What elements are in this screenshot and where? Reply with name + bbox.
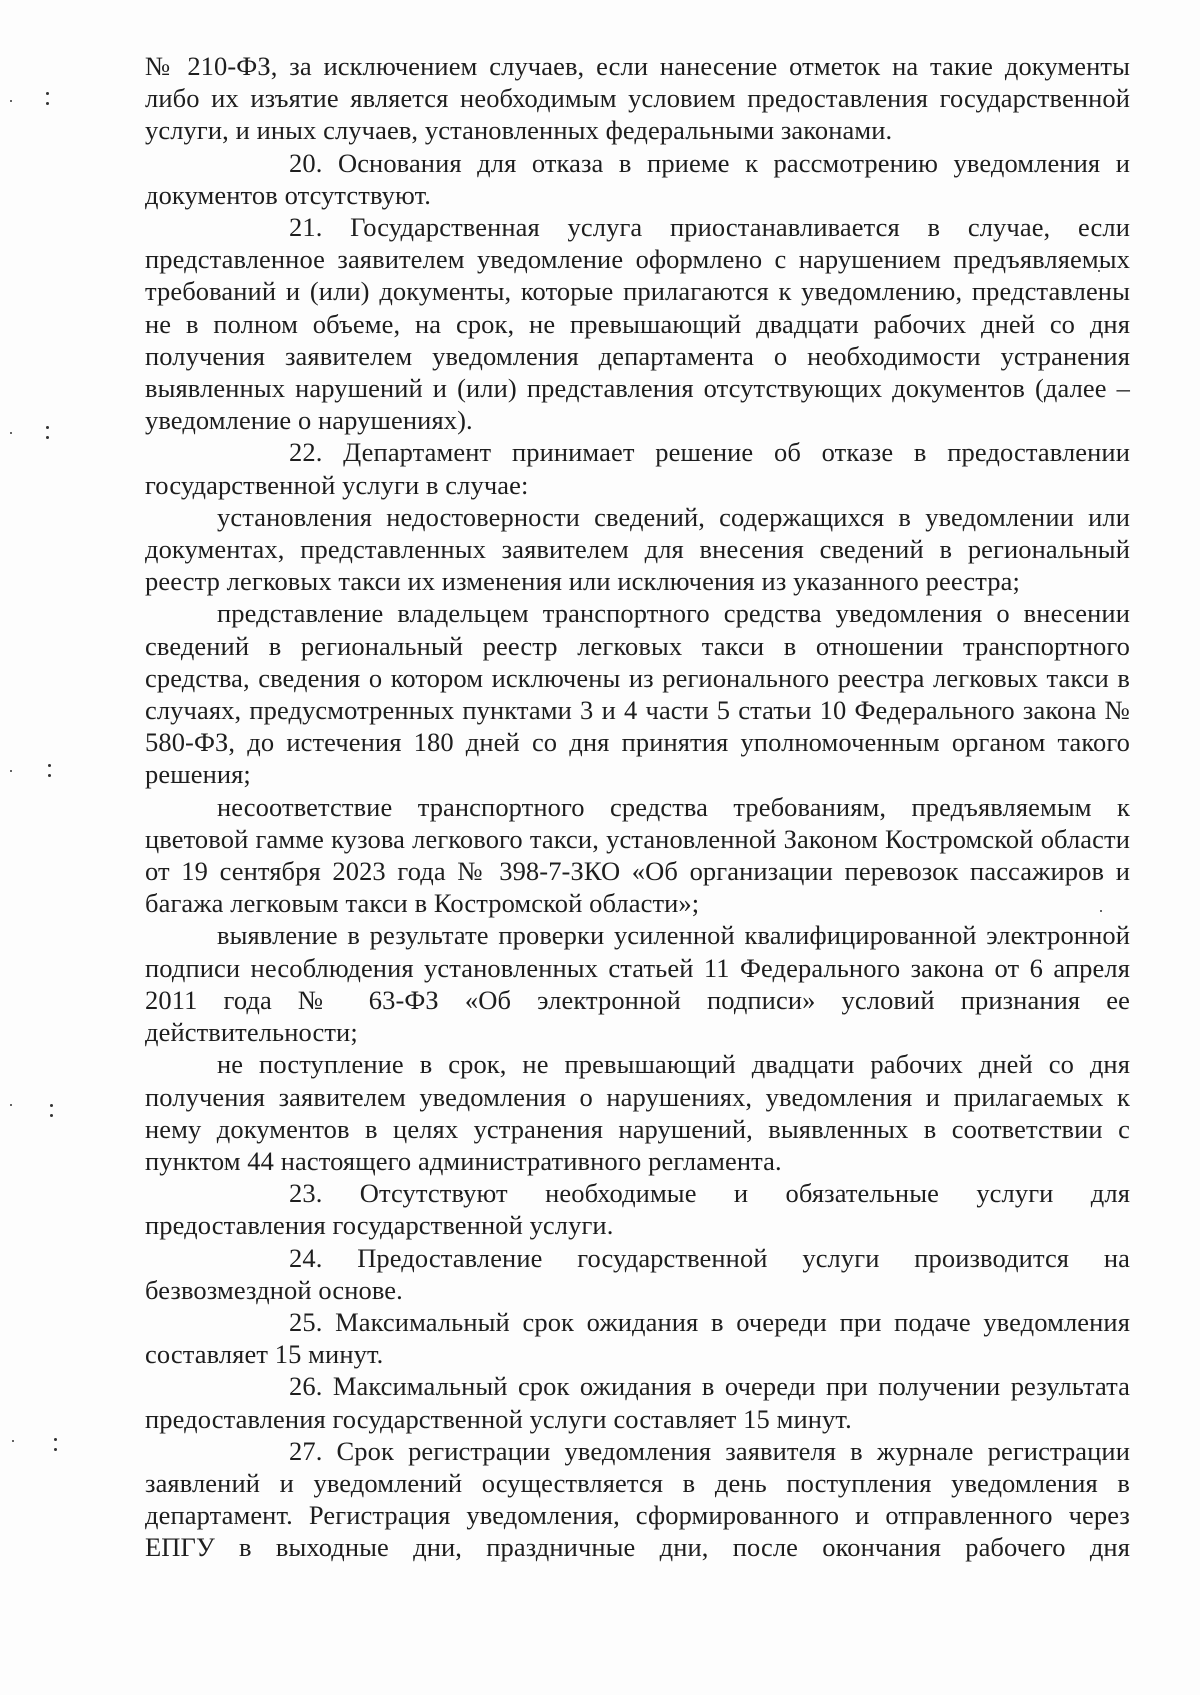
- paragraph-22-item-1: [145, 501, 1130, 598]
- scan-speck: [46, 102, 49, 105]
- scan-speck: [10, 432, 12, 434]
- scan-speck: [10, 1104, 12, 1106]
- scan-speck: [10, 100, 12, 102]
- paragraph-text: Отсутствуют необходимые и обязательные услуги для предоставления государственной услуги.: [145, 1178, 1130, 1241]
- paragraph-text: Основания для отказа в приеме к рассмотрению уведомления и документов отсутствуют.: [145, 147, 1130, 210]
- paragraph-text: Максимальный срок ожидания в очереди при получении результата предоставления государственной услуги составляет 15 минут.: [145, 1371, 1130, 1434]
- paragraph-22-item-4: [145, 919, 1130, 1048]
- scan-speck: [50, 1114, 53, 1117]
- document-body: [145, 50, 1130, 1564]
- scan-speck: [46, 436, 49, 439]
- paragraph-22: [145, 436, 1130, 500]
- paragraph-27: [145, 1435, 1130, 1564]
- paragraph-26: [145, 1370, 1130, 1434]
- paragraph-text: Департамент принимает решение об отказе в предоставлении государственной услуги в случае:: [145, 437, 1131, 500]
- scan-speck: [12, 1440, 14, 1442]
- paragraph-text: Предоставление государственной услуги производится на безвозмездной основе.: [145, 1242, 1130, 1305]
- paragraph-number: 21.: [289, 212, 323, 243]
- scan-speck: [46, 92, 49, 95]
- scan-speck: [48, 774, 51, 777]
- paragraph-number: 25.: [289, 1306, 323, 1337]
- paragraph-number: 22.: [289, 437, 323, 468]
- paragraph-text: установления недостоверности сведений, содержащихся в уведомлении или документах, представленных заявителем для внесения сведений в региональный реестр легковых такси их изменения или исключения из указанного реестра;: [145, 501, 1130, 597]
- paragraph-text: не поступление в срок, не превышающий двадцати рабочих дней со дня получения заявителем уведомления о нарушениях, уведомления и прилагаемых к нему документов в целях устранения нарушений, выявленных в соответствии с пунктом 44 настоящего административного регламента.: [145, 1049, 1130, 1176]
- paragraph-25: [145, 1306, 1130, 1370]
- paragraph-22-item-3: [145, 791, 1130, 920]
- paragraph-22-item-5: [145, 1048, 1130, 1177]
- paragraph-text: Максимальный срок ожидания в очереди при подаче уведомления составляет 15 минут.: [145, 1306, 1130, 1370]
- paragraph-text: несоответствие транспортного средства требованиям, предъявляемым к цветовой гамме кузова легкового такси, установленной Законом Костромской области от 19 сентября 2023 года № 398-7-ЗКО «Об организации перевозок пассажиров и багажа легковым такси в Костромской области»;: [145, 791, 1130, 919]
- paragraph-number: 23.: [289, 1178, 323, 1209]
- paragraph-number: 26.: [289, 1371, 323, 1402]
- scan-speck: [54, 1448, 57, 1451]
- paragraph-24: [145, 1242, 1130, 1306]
- scan-speck: [10, 770, 12, 772]
- scan-speck: [46, 426, 49, 429]
- paragraph-23: [145, 1177, 1130, 1241]
- paragraph-19-continuation: [145, 50, 1130, 147]
- paragraph-text: Срок регистрации уведомления заявителя в журнале регистрации заявлений и уведомлений осуществляется в день поступления уведомления в департамент. Регистрация уведомления, сформированного и отправленного через ЕПГУ в выходные дни, праздничные дни, после окончания рабочего дня: [145, 1435, 1130, 1563]
- paragraph-text: № 210-ФЗ, за исключением случаев, если нанесение отметок на такие документы либо их изъятие является необходимым условием предоставления государственной услуги, и иных случаев, установленных федеральными законами.: [145, 51, 1130, 146]
- paragraph-21: [145, 211, 1130, 436]
- paragraph-number: 24.: [289, 1242, 323, 1273]
- scan-speck: [54, 1438, 57, 1441]
- paragraph-text: Государственная услуга приостанавливается в случае, если представленное заявителем уведомление оформлено с нарушением предъявляемых требований и (или) документы, которые прилагаются к уведомлению, представлены не в полном объеме, на срок, не превышающий двадцати рабочих дней со дня получения заявителем уведомления департамента о необходимости устранения выявленных нарушений и (или) представления отсутствующих документов (далее – уведомление о нарушениях).: [145, 212, 1130, 436]
- paragraph-text: представление владельцем транспортного средства уведомления о внесении сведений в региональный реестр легковых такси в отношении транспортного средства, сведения о котором исключены из регионального реестра легковых такси в случаях, предусмотренных пунктами 3 и 4 части 5 статьи 10 Федерального закона № 580-ФЗ, до истечения 180 дней со дня принятия уполномоченным органом такого решения;: [145, 598, 1130, 790]
- scan-speck: [48, 764, 51, 767]
- scan-speck: [50, 1104, 53, 1107]
- paragraph-22-item-2: [145, 597, 1130, 790]
- paragraph-text: выявление в результате проверки усиленной квалифицированной электронной подписи несоблюдения установленных статьей 11 Федерального закона от 6 апреля 2011 года № 63-ФЗ «Об электронной подписи» условий признания ее действительности;: [145, 920, 1130, 1048]
- paragraph-20: [145, 147, 1130, 211]
- paragraph-number: 20.: [289, 147, 323, 178]
- paragraph-number: 27.: [289, 1435, 323, 1466]
